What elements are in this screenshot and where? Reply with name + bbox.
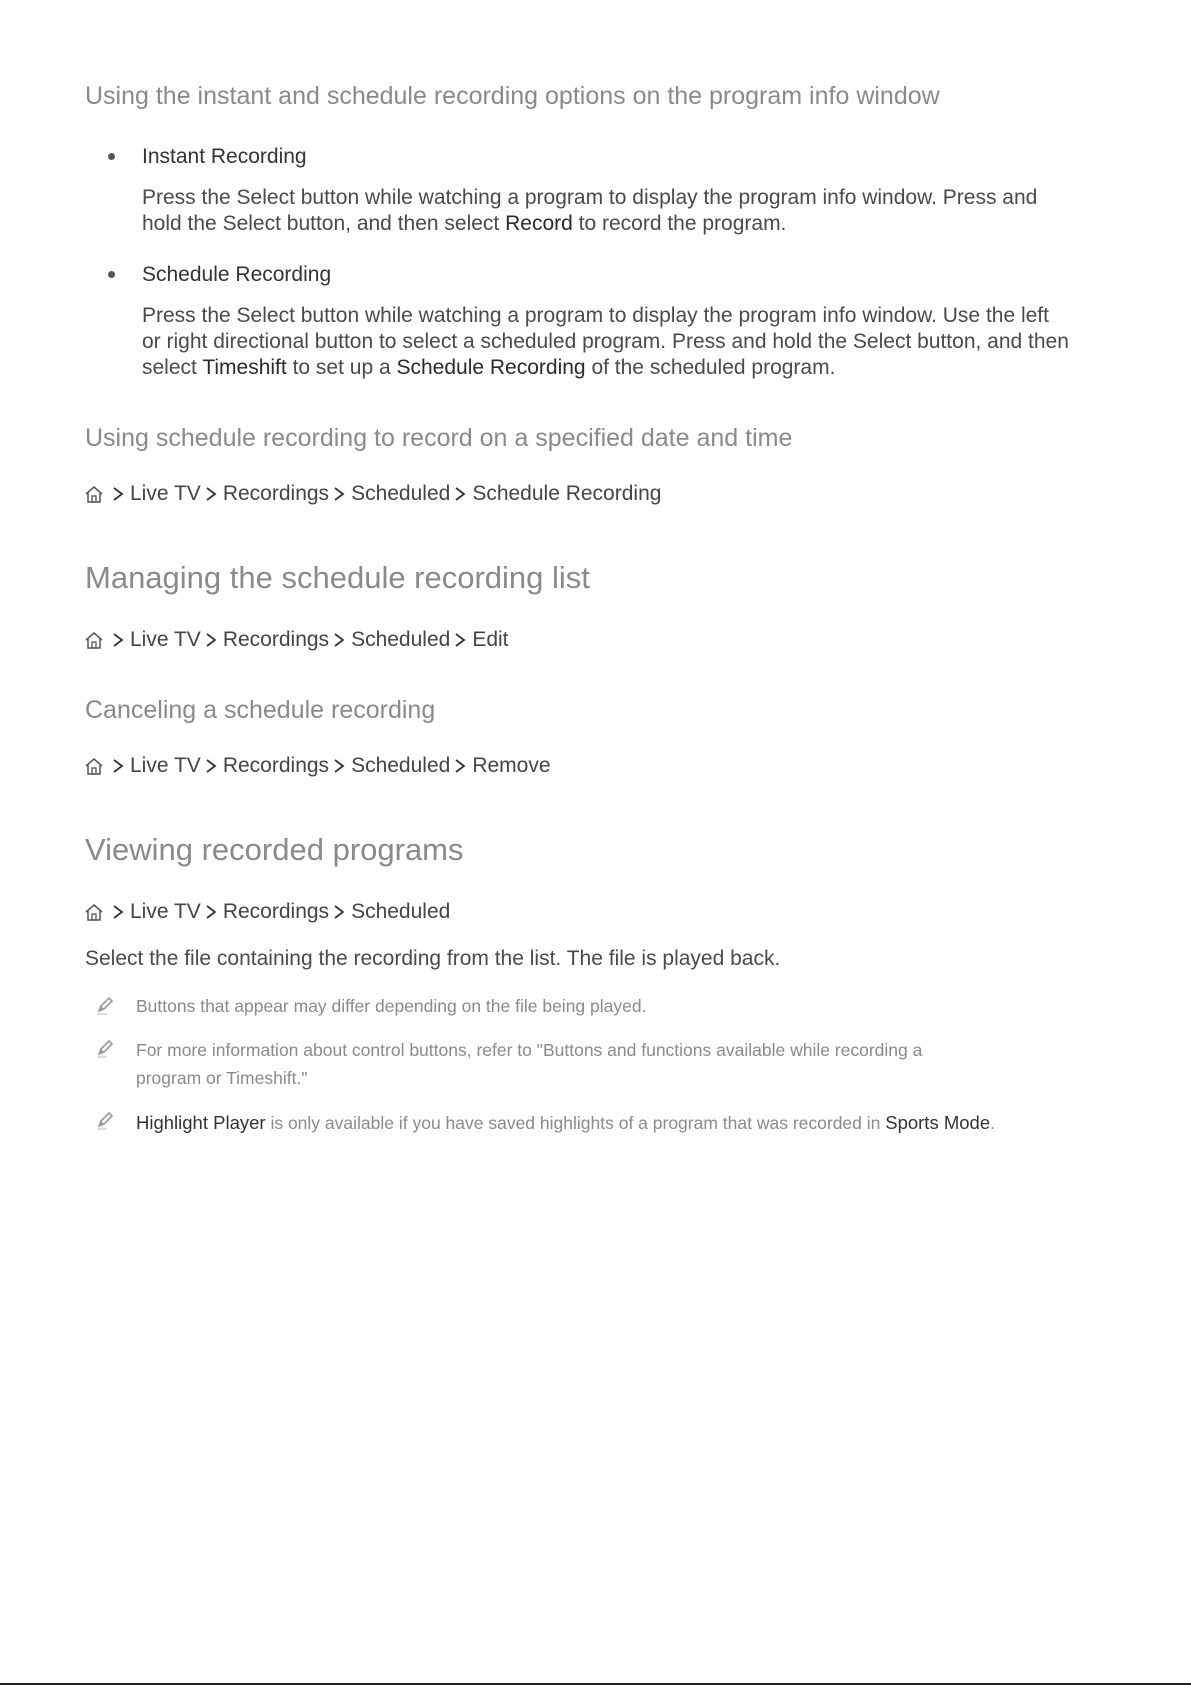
chevron-right-icon [205, 633, 217, 647]
menu-path-item: Scheduled [351, 482, 451, 505]
sports-mode-term: Sports Mode [885, 1112, 991, 1133]
instant-recording-text [142, 185, 1037, 237]
menu-path-item: Scheduled [351, 900, 451, 923]
schedule-recording-text [142, 303, 1069, 381]
chevron-right-icon [112, 905, 124, 919]
timeshift-term: Timeshift [202, 356, 287, 379]
menu-path-item: Live TV [130, 482, 201, 505]
pencil-icon [95, 995, 115, 1015]
chevron-right-icon [205, 487, 217, 501]
menu-path-item: Schedule Recording [472, 482, 662, 505]
chevron-right-icon [205, 759, 217, 773]
schedule-recording-line-1: Press the Select button while watching a program to display the program info window. Use the left [142, 304, 1049, 327]
chevron-right-icon [333, 759, 345, 773]
note-control-buttons-line-2: program or Timeshift." [136, 1068, 308, 1088]
menu-path-item: Scheduled [351, 628, 451, 651]
menu-path-item: Recordings [222, 482, 330, 505]
instant-recording-line-2: hold the Select button, and then select Record to record the program. [142, 212, 787, 235]
schedule-recording-term: Schedule Recording [396, 356, 586, 379]
chevron-right-icon [112, 759, 124, 773]
chevron-right-icon [112, 633, 124, 647]
menu-path-item: Recordings [222, 628, 330, 651]
pencil-icon [95, 1038, 115, 1058]
note-control-buttons [136, 1036, 922, 1092]
schedule-recording-line-3: select Timeshift to set up a Schedule Recording of the scheduled program. [142, 356, 836, 379]
home-icon [84, 756, 104, 776]
bullet-title-schedule-recording: Schedule Recording [142, 263, 332, 286]
schedule-recording-line-2: or right directional button to select a scheduled program. Press and hold the Select button, and then [142, 330, 1069, 353]
home-icon [84, 484, 104, 504]
viewing-body-text: Select the file containing the recording from the list. The file is played back. [85, 947, 781, 970]
section-heading-managing-list: Managing the schedule recording list [85, 560, 590, 595]
menu-path [84, 900, 450, 924]
chevron-right-icon [333, 633, 345, 647]
menu-path-item: Recordings [222, 900, 330, 923]
menu-path-item: Scheduled [351, 754, 451, 777]
menu-path-item: Remove [472, 754, 551, 777]
section-heading-viewing-recorded: Viewing recorded programs [85, 832, 464, 867]
chevron-right-icon [454, 633, 466, 647]
instant-recording-line-1: Press the Select button while watching a program to display the program info window. Press and [142, 186, 1038, 209]
chevron-right-icon [454, 487, 466, 501]
section-heading-canceling: Canceling a schedule recording [85, 696, 436, 724]
bullet-title-instant-recording: Instant Recording [142, 145, 307, 168]
chevron-right-icon [333, 905, 345, 919]
record-term: Record [505, 212, 573, 235]
menu-path-item: Recordings [222, 754, 330, 777]
section-heading-specified-date: Using schedule recording to record on a specified date and time [85, 424, 793, 452]
menu-path-item: Live TV [130, 628, 201, 651]
note-control-buttons-line-1: For more information about control buttons, refer to "Buttons and functions available while recording a [136, 1040, 923, 1060]
highlight-player-term: Highlight Player [136, 1112, 266, 1133]
menu-path [84, 754, 551, 778]
section-heading-instant-schedule: Using the instant and schedule recording options on the program info window [85, 82, 940, 110]
chevron-right-icon [205, 905, 217, 919]
menu-path-item: Live TV [130, 754, 201, 777]
bullet-dot [108, 271, 115, 278]
note-highlight-player: Highlight Player is only available if you have saved highlights of a program that was recorded in Sports Mode. [136, 1112, 995, 1133]
chevron-right-icon [112, 487, 124, 501]
home-icon [84, 902, 104, 922]
menu-path-item: Edit [472, 628, 509, 651]
menu-path-item: Live TV [130, 900, 201, 923]
chevron-right-icon [454, 759, 466, 773]
menu-path [84, 628, 509, 652]
chevron-right-icon [333, 487, 345, 501]
home-icon [84, 630, 104, 650]
note-buttons-differ: Buttons that appear may differ depending on the file being played. [136, 996, 647, 1016]
pencil-icon [95, 1110, 115, 1130]
bullet-dot [108, 153, 115, 160]
menu-path [84, 482, 661, 506]
